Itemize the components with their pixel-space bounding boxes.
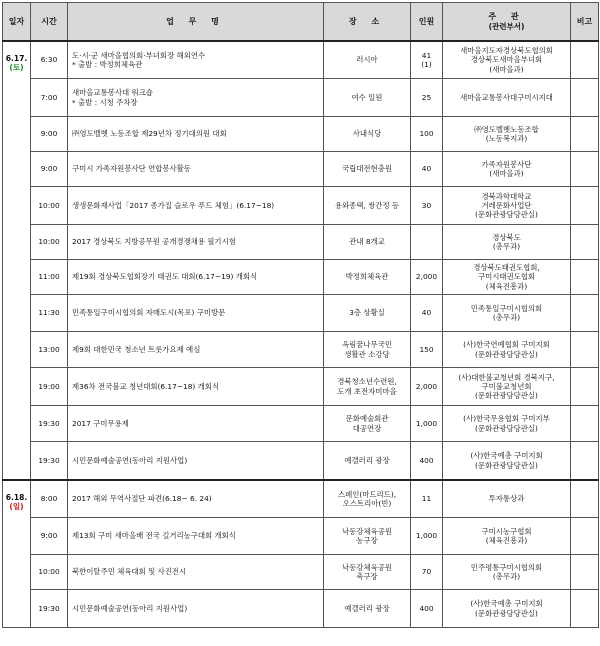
place-cell-line: 대공연장	[352, 423, 382, 433]
note-cell	[571, 442, 599, 481]
host-cell	[443, 590, 571, 628]
count-cell-line: 2,000	[415, 381, 438, 391]
place-cell-line: 오스트리아(빈)	[342, 499, 392, 508]
host-cell-line: (노동복지과)	[485, 134, 528, 143]
task-cell	[68, 295, 324, 332]
place-cell-line: 용와종택, 쌍간정 등	[334, 200, 400, 210]
count-cell-line: 400	[419, 603, 434, 613]
place-cell	[324, 295, 411, 332]
task-cell-line: * 출발 : 박정희체육관	[72, 60, 143, 69]
host-cell-line: (사)한국무용협회 구미지부	[463, 414, 550, 424]
task-cell-line: 생생문화재사업「2017 종가집 슬로우 푸드 체험」(6.17~18)	[72, 200, 275, 210]
count-cell-line: 1,000	[415, 531, 438, 541]
task-cell-line: 북한이탈주민 체육대회 및 사진전시	[72, 567, 187, 577]
count-cell	[411, 152, 443, 187]
table-row	[3, 368, 599, 406]
time-cell: 6:30	[31, 41, 68, 79]
task-cell	[68, 187, 324, 225]
task-cell-line: 2017 경상북도 지방공무원 공개경쟁채용 필기시험	[72, 237, 236, 247]
host-cell-line: (문화관광담당관실)	[475, 608, 538, 618]
time-cell: 19:30	[31, 590, 68, 628]
host-cell	[443, 368, 571, 406]
task-cell	[68, 480, 324, 518]
host-cell-line: (총무과)	[492, 572, 521, 581]
task-cell	[68, 41, 324, 79]
task-cell-line: * 출발 : 시청 주차장	[72, 97, 138, 107]
count-cell	[411, 368, 443, 406]
task-cell	[68, 332, 324, 368]
place-cell	[324, 480, 411, 518]
host-cell	[443, 518, 571, 555]
place-cell-line: 경북청소년수련원,	[337, 377, 397, 387]
host-cell-line: (문화관광담당관실)	[475, 391, 538, 401]
note-cell	[571, 295, 599, 332]
host-cell-line: 구미시농구협회	[481, 526, 532, 536]
task-cell-line: 제13회 구미 새마을배 전국 길거리농구대회 개회식	[72, 531, 236, 541]
time-cell: 9:00	[31, 117, 68, 152]
place-cell-line: 사내식당	[352, 129, 382, 139]
task-cell	[68, 406, 324, 442]
task-cell	[68, 368, 324, 406]
count-cell	[411, 260, 443, 295]
note-cell	[571, 406, 599, 442]
place-cell	[324, 41, 411, 79]
header-time: 시간	[31, 3, 68, 42]
place-cell	[324, 368, 411, 406]
note-cell	[571, 480, 599, 518]
task-cell-line: 제36차 전국불교 청년대회(6.17~18) 개회식	[72, 381, 220, 391]
place-cell	[324, 332, 411, 368]
count-cell	[411, 295, 443, 332]
note-cell	[571, 368, 599, 406]
host-cell	[443, 295, 571, 332]
schedule-sheet	[2, 2, 599, 628]
note-cell	[571, 332, 599, 368]
place-cell-line: 예갤러리 광장	[344, 603, 390, 613]
place-cell-line: 생활관 소강당	[344, 349, 390, 359]
host-cell	[443, 260, 571, 295]
place-cell	[324, 406, 411, 442]
host-cell-line: (사)대한불교청년회 경북지구,	[458, 372, 555, 382]
table-row	[3, 442, 599, 481]
table-row	[3, 260, 599, 295]
host-cell	[443, 41, 571, 79]
host-cell-line: (사)한국연예협회 구미지회	[463, 340, 550, 350]
count-cell-line: 400	[419, 455, 434, 465]
host-cell	[443, 406, 571, 442]
host-cell-line: 민주평통구미시협의회	[470, 562, 543, 572]
time-cell: 7:00	[31, 79, 68, 117]
header-task: 업 무 명	[68, 3, 324, 42]
host-cell-line: 구미시태권도협회	[477, 272, 536, 282]
table-row	[3, 590, 599, 628]
count-cell-line: 41	[421, 50, 432, 60]
host-cell-line: (새마을과)	[489, 169, 524, 178]
time-cell: 9:00	[31, 152, 68, 187]
header-count: 인원	[411, 3, 443, 42]
date-cell	[3, 480, 31, 628]
count-cell	[411, 225, 443, 260]
task-cell-line: 구미시 가족자원봉사단 연합봉사활동	[72, 164, 191, 174]
host-cell-line: 겨레문화사업단	[481, 200, 532, 210]
header-host-sub: (관련부서)	[488, 21, 525, 31]
count-cell	[411, 332, 443, 368]
note-cell	[571, 152, 599, 187]
host-cell-line: 새마을교통봉사대구미시지대	[460, 92, 553, 102]
note-cell	[571, 590, 599, 628]
note-cell	[571, 260, 599, 295]
table-row	[3, 406, 599, 442]
time-cell: 9:00	[31, 518, 68, 555]
weekday-label: (토)	[9, 63, 24, 73]
count-cell-line: 25	[421, 92, 432, 102]
host-cell-line: (총무과)	[492, 242, 521, 251]
place-cell	[324, 187, 411, 225]
date-label: 6.17.	[5, 54, 28, 63]
task-cell	[68, 117, 324, 152]
place-cell	[324, 442, 411, 481]
host-cell-line: (문화관광담당관실)	[475, 460, 538, 470]
host-cell-line: (문화관광담당관실)	[475, 210, 538, 220]
table-row	[3, 295, 599, 332]
task-cell	[68, 260, 324, 295]
count-cell-line: 1,000	[415, 418, 438, 428]
host-cell	[443, 555, 571, 590]
time-cell: 13:00	[31, 332, 68, 368]
place-cell	[324, 518, 411, 555]
place-cell-line: 스페인(마드리드),	[337, 489, 397, 499]
place-cell-line: 러시아	[356, 55, 378, 65]
header-place: 장 소	[324, 3, 411, 42]
note-cell	[571, 41, 599, 79]
host-cell	[443, 225, 571, 260]
place-cell-line: 축구장	[356, 572, 378, 581]
time-cell: 19:30	[31, 442, 68, 481]
place-cell-line: 3층 상황실	[349, 308, 385, 318]
host-cell-line: 투자통상과	[488, 494, 525, 504]
count-cell-line: 40	[421, 164, 432, 174]
host-cell	[443, 442, 571, 481]
count-cell	[411, 117, 443, 152]
note-cell	[571, 117, 599, 152]
header-note: 비고	[571, 3, 599, 42]
task-cell-line: 도·시·군 새마을협의회·부녀회장 해외연수	[72, 50, 206, 60]
host-cell-line: (사)한국예총 구미지회	[470, 451, 543, 461]
time-cell: 10:00	[31, 555, 68, 590]
host-cell-line: (총무과)	[492, 313, 521, 322]
place-cell	[324, 79, 411, 117]
count-cell	[411, 187, 443, 225]
host-cell-line: 경상북도태권도협회,	[473, 263, 540, 273]
time-cell: 10:00	[31, 225, 68, 260]
host-cell-line: 경북과학대학교	[481, 191, 532, 201]
host-cell-line: 가족자원봉사단	[481, 159, 532, 169]
task-cell-line: 2017 해외 무역사절단 파견(6.18~ 6. 24)	[72, 494, 212, 504]
place-cell-line: 낙동강체육공원	[342, 526, 392, 536]
place-cell	[324, 260, 411, 295]
task-cell-line: ㈜영도벨벳 노동조합 제29년차 정기대의원 대회	[72, 129, 227, 139]
count-cell	[411, 41, 443, 79]
task-cell	[68, 442, 324, 481]
task-cell-line: 제19회 경상북도협회장기 태권도 대회(6.17~19) 개회식	[72, 272, 258, 282]
count-cell	[411, 79, 443, 117]
note-cell	[571, 79, 599, 117]
host-cell-line: (체육진흥과)	[485, 536, 528, 545]
count-cell-line: 150	[419, 344, 434, 354]
place-cell-line: 국립대전현충원	[342, 164, 392, 174]
table-row	[3, 225, 599, 260]
place-cell	[324, 555, 411, 590]
note-cell	[571, 225, 599, 260]
count-cell	[411, 555, 443, 590]
time-cell: 11:30	[31, 295, 68, 332]
header-host	[443, 3, 571, 42]
weekday-label: (일)	[9, 502, 24, 512]
place-cell	[324, 117, 411, 152]
count-cell-line: 100	[419, 129, 434, 139]
host-cell-line: (새마을과)	[489, 64, 524, 74]
count-cell	[411, 518, 443, 555]
count-cell-line: 70	[421, 567, 432, 577]
task-cell-line: 시민문화예술공연(동아리 지원사업)	[72, 603, 188, 613]
task-cell	[68, 555, 324, 590]
count-cell-line: 11	[421, 494, 432, 504]
time-cell: 8:00	[31, 480, 68, 518]
header-row	[3, 3, 599, 42]
place-cell-line: 도개 초전자미마을	[337, 386, 397, 396]
host-cell-line: (체육진흥과)	[485, 281, 528, 291]
count-cell	[411, 590, 443, 628]
place-cell-line: 낙동강체육공원	[342, 562, 392, 572]
task-cell	[68, 225, 324, 260]
table-row	[3, 117, 599, 152]
table-row	[3, 518, 599, 555]
task-cell-line: 제9회 대한민국 청소년 트롯가요제 예심	[72, 344, 201, 354]
header-host-title: 주 관	[488, 11, 525, 21]
time-cell: 19:30	[31, 406, 68, 442]
place-cell-line: 예갤러리 광장	[344, 455, 390, 465]
time-cell: 10:00	[31, 187, 68, 225]
task-cell	[68, 590, 324, 628]
date-label: 6.18.	[5, 493, 28, 502]
place-cell-line: 박정희체육관	[345, 272, 389, 282]
table-row	[3, 555, 599, 590]
note-cell	[571, 518, 599, 555]
table-row	[3, 332, 599, 368]
time-cell: 11:00	[31, 260, 68, 295]
place-cell-line: 관내 8개교	[349, 237, 385, 247]
task-cell-line: 시민문화예술공연(동아리 지원사업)	[72, 455, 188, 465]
task-cell	[68, 152, 324, 187]
count-cell	[411, 480, 443, 518]
host-cell	[443, 480, 571, 518]
schedule-body	[3, 41, 599, 628]
host-cell	[443, 117, 571, 152]
place-cell-line: 농구장	[356, 536, 378, 545]
host-cell	[443, 187, 571, 225]
task-cell	[68, 518, 324, 555]
note-cell	[571, 187, 599, 225]
host-cell	[443, 152, 571, 187]
table-row	[3, 187, 599, 225]
time-cell: 19:00	[31, 368, 68, 406]
host-cell-line: ㈜영도벨벳노동조합	[474, 124, 539, 134]
host-cell-line: 경상북도새마을부녀회	[470, 55, 543, 65]
count-cell-line: 2,000	[415, 272, 438, 282]
table-row	[3, 480, 599, 518]
place-cell-line: 여수 일원	[351, 92, 383, 102]
count-cell-line: (1)	[421, 60, 432, 69]
host-cell-line: 경상북도	[492, 232, 521, 242]
host-cell-line: 민족통일구미시협의회	[470, 303, 543, 313]
host-cell-line: (사)한국예총 구미지회	[470, 599, 543, 609]
host-cell	[443, 332, 571, 368]
host-cell-line: 새마을지도자경상북도협의회	[460, 46, 553, 56]
count-cell-line: 40	[421, 308, 432, 318]
task-cell-line: 2017 구미무용제	[72, 418, 129, 428]
count-cell-line: 30	[421, 200, 432, 210]
host-cell-line: (문화관광담당관실)	[475, 349, 538, 359]
host-cell-line: 구미불교청년회	[481, 381, 532, 391]
count-cell	[411, 442, 443, 481]
header-date: 일자	[3, 3, 31, 42]
place-cell	[324, 590, 411, 628]
host-cell-line: (문화관광담당관실)	[475, 423, 538, 433]
place-cell-line: 옥림꿈나무국민	[342, 340, 392, 350]
count-cell	[411, 406, 443, 442]
table-row	[3, 79, 599, 117]
task-cell-line: 민족통일구미시협의회 자매도시(목포) 구미방문	[72, 308, 226, 318]
task-cell-line: 새마을교통봉사대 워크숍	[72, 88, 153, 98]
date-cell	[3, 41, 31, 480]
host-cell	[443, 79, 571, 117]
task-cell	[68, 79, 324, 117]
place-cell	[324, 225, 411, 260]
note-cell	[571, 555, 599, 590]
place-cell-line: 문화예술회관	[345, 414, 389, 424]
schedule-table	[2, 2, 599, 628]
table-row	[3, 152, 599, 187]
place-cell	[324, 152, 411, 187]
table-row	[3, 41, 599, 79]
